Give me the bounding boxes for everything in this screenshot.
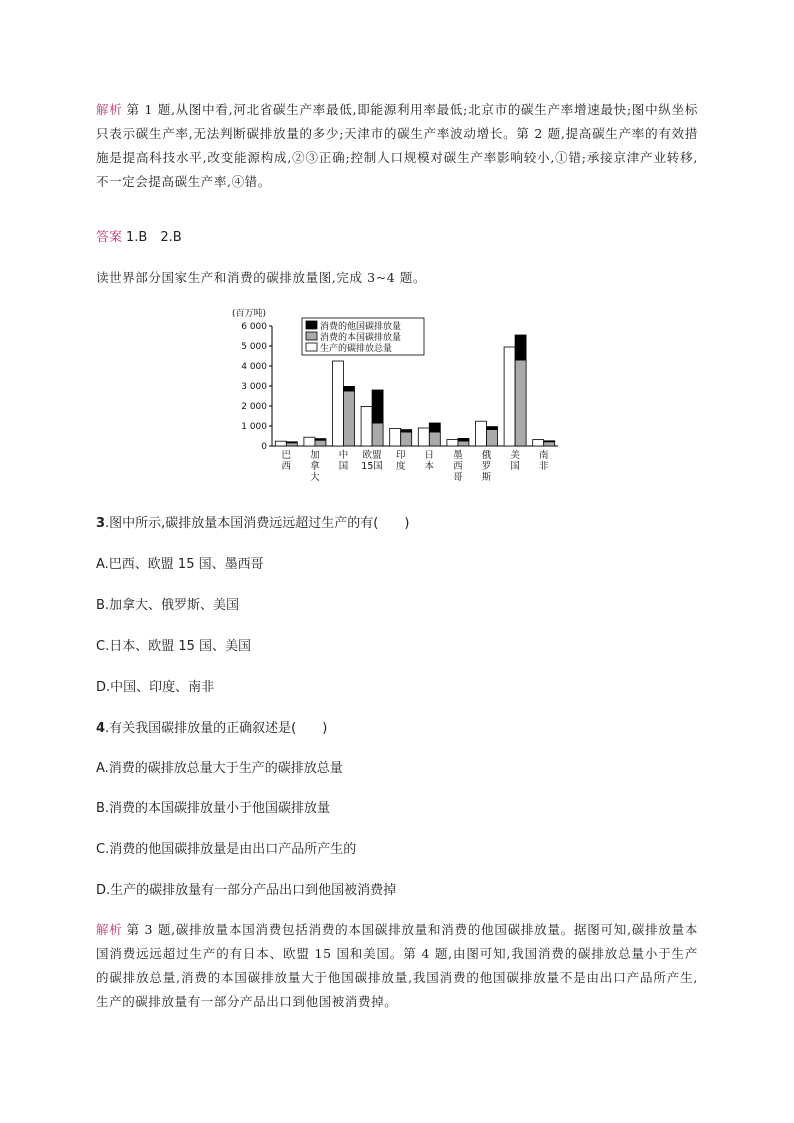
production-bar [275,441,286,446]
x-category-label: 西 [453,461,463,472]
analysis-tag: 解析 [96,102,123,117]
foreign-consumption-bar [315,439,326,441]
legend-label: 生产的碳排放总量 [320,344,393,354]
x-category-label: 斯 [481,472,492,483]
q3-option-c: C.日本、欧盟 15 国、美国 [96,639,252,654]
domestic-consumption-bar [344,391,355,446]
domestic-consumption-bar [429,432,440,446]
x-category-label: 墨 [453,450,463,461]
foreign-consumption-bar [401,430,412,432]
analysis-1 [96,98,698,194]
x-category-label: 哥 [453,472,463,483]
x-category-label: 中 [338,450,349,461]
question-4-number: 4 [96,721,106,736]
foreign-consumption-bar [429,423,440,432]
analysis-text: 第 3 题,碳排放量本国消费包括消费的本国碳排放量和消费的他国碳排放量。据图可知,碳排放量本国消费远远超过生产的有日本、欧盟 15 国和美国。第 4 题,由图可知,我国消费的碳排放总量小于生产的碳排放总量,消费的本国碳排放量大于他国碳排放量,我国消费的他国碳排放量不是由出口产品所产生,生产的碳排放量有一部分产品出口到他国被消费掉。 [96,922,698,1009]
y-tick-label: 4 000 [241,362,267,372]
question-4 [96,717,327,736]
foreign-consumption-bar [487,427,498,430]
x-category-label: 欧盟 [362,450,382,461]
foreign-consumption-bar [458,438,469,441]
x-category-label: 国 [510,461,520,472]
legend-swatch [306,332,317,340]
y-tick-label: 3 000 [241,382,267,392]
x-category-label: 度 [395,461,406,472]
x-category-label: 大 [310,472,320,483]
domestic-consumption-bar [544,442,555,446]
production-bar [447,440,458,446]
production-bar [304,437,315,446]
x-category-label: 日 [424,450,435,461]
x-category-label: 国 [338,461,349,472]
production-bar [333,361,344,446]
domestic-consumption-bar [286,443,297,446]
x-category-label: 俄 [481,450,492,461]
foreign-consumption-bar [372,390,383,423]
intro-text: 读世界部分国家生产和消费的碳排放量图,完成 3~4 题。 [96,270,427,285]
legend-label: 消费的本国碳排放量 [320,333,402,343]
y-tick-label: 2 000 [241,402,267,412]
legend-swatch [306,343,317,351]
domestic-consumption-bar [372,423,383,446]
domestic-consumption-bar [401,432,412,446]
x-category-label: 罗 [481,461,492,472]
x-category-label: 本 [424,461,435,472]
domestic-consumption-bar [315,440,326,446]
x-category-label: 加 [310,450,320,461]
x-category-label: 美 [510,450,520,461]
domestic-consumption-bar [515,360,526,446]
foreign-consumption-bar [515,335,526,360]
question-3-stem: .图中所示,碳排放量本国消费远远超过生产的有( ) [105,516,410,531]
answer-tag: 答案 [96,230,123,245]
y-tick-label: 6 000 [241,322,267,332]
x-category-label: 南 [538,450,549,461]
foreign-consumption-bar [286,442,297,443]
question-4-stem: .有关我国碳排放量的正确叙述是( ) [105,721,328,736]
x-category-label: 巴 [281,450,292,461]
q4-option-c: C.消费的他国碳排放量是由出口产品所产生的 [96,842,357,857]
production-bar [390,428,401,446]
production-bar [533,440,544,446]
y-tick-label: 1 000 [241,422,267,432]
x-category-label: 印 [395,450,406,461]
chart-content [232,307,558,483]
x-category-label: 15国 [361,461,383,472]
q3-option-d: D.中国、印度、南非 [96,680,215,695]
question-3 [96,512,409,531]
domestic-consumption-bar [487,430,498,446]
x-category-label: 西 [281,461,292,472]
legend-label: 消费的他国碳排放量 [320,322,402,332]
production-bar [504,347,515,446]
y-tick-label: 0 [261,442,267,452]
q4-option-d: D.生产的碳排放量有一部分产品出口到他国被消费掉 [96,883,397,898]
production-bar [361,406,372,446]
q4-option-a: A.消费的碳排放总量大于生产的碳排放总量 [96,761,343,776]
x-category-label: 拿 [310,461,320,472]
production-bar [418,428,429,446]
production-bar [476,421,487,446]
analysis-2 [96,918,698,1014]
answer-text: 1.B 2.B [126,230,182,245]
q3-option-a: A.巴西、欧盟 15 国、墨西哥 [96,557,264,572]
carbon-emission-chart [230,308,570,483]
y-tick-label: 5 000 [241,342,267,352]
q3-option-b: B.加拿大、俄罗斯、美国 [96,598,240,613]
foreign-consumption-bar [344,386,355,391]
analysis-text: 第 1 题,从图中看,河北省碳生产率最低,即能源利用率最低;北京市的碳生产率增速最快;图中纵坐标只表示碳生产率,无法判断碳排放量的多少;天津市的碳生产率波动增长。第 2 题,提高碳生产率的有效措施是提高科技水平,改变能源构成,②③正确;控制人口规模对碳生产率影响较小,①错;承接京津产业转移,不一定会提高碳生产率,④错。 [96,102,698,189]
question-3-number: 3 [96,516,106,531]
y-unit-label: (百万吨) [232,309,267,319]
x-category-label: 非 [538,461,549,472]
answer-line [96,226,182,245]
foreign-consumption-bar [544,441,555,442]
legend-swatch [306,321,317,329]
analysis-tag: 解析 [96,922,123,937]
domestic-consumption-bar [458,441,469,446]
q4-option-b: B.消费的本国碳排放量小于他国碳排放量 [96,801,331,816]
